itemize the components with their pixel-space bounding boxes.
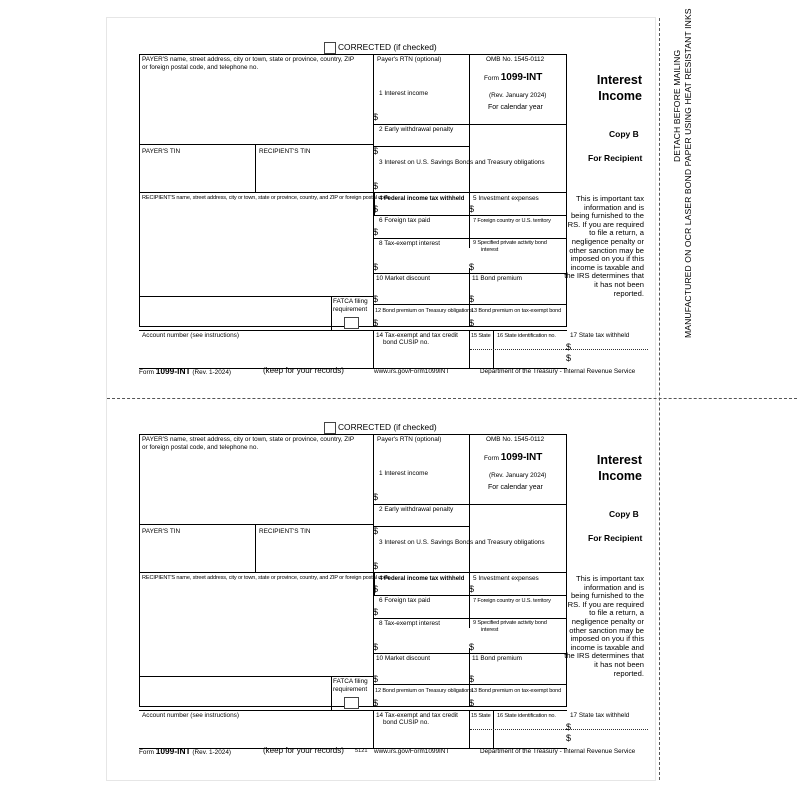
fatca-label-2: requirement [333, 306, 368, 313]
box3-dollar: $ [373, 561, 379, 571]
box16-label: 16 State identification no. [497, 333, 556, 339]
corrected-checkbox[interactable] [324, 422, 336, 434]
box17-dollar-2: $ [566, 353, 572, 363]
box7-label: 7 Foreign country or U.S. territory [473, 218, 551, 224]
box11-label: 11 Bond premium [472, 275, 522, 282]
important-notice: This is important tax information and is being furnished to the IRS. If you are required to file a return, a negligence penalty or other sanction may be imposed on you if this income is taxable and the IRS determines that it has not been reported. [564, 194, 644, 298]
box10-label: 10 Market discount [376, 275, 430, 282]
form-title: Interest Income [596, 73, 642, 103]
box8-dollar: $ [373, 262, 379, 272]
box9-dollar: $ [469, 262, 475, 272]
account-number-label: Account number (see instructions) [142, 332, 239, 339]
important-notice: This is important tax information and is being furnished to the IRS. If you are required to file a return, a negligence penalty or other sanction may be imposed on you if this income is taxable and the IRS determines that it has not been reported. [564, 574, 644, 678]
treasury-department: Department of the Treasury - Internal Revenue Service [480, 368, 636, 375]
treasury-department: Department of the Treasury - Internal Revenue Service [480, 748, 636, 755]
calendar-year-label: For calendar year [488, 104, 543, 111]
box6-dollar: $ [373, 227, 379, 237]
box11-dollar: $ [469, 674, 475, 684]
box14-label-2: bond CUSIP no. [383, 719, 430, 726]
box2-dollar: $ [373, 146, 379, 156]
box6-dollar: $ [373, 607, 379, 617]
copy-b-label: Copy B [609, 509, 639, 519]
box15-label: 15 State [471, 333, 491, 339]
manufacturer-notice: MANUFACTURED ON OCR LASER BOND PAPER USING HEAT RESISTANT INKS [683, 8, 693, 338]
form-copy-bottom [139, 420, 649, 760]
box2-dollar: $ [373, 526, 379, 536]
box12-label: 12 Bond premium on Treasury obligations [375, 688, 473, 694]
payer-tin-label: PAYER'S TIN [142, 528, 181, 535]
form-copy-top [139, 40, 649, 380]
box10-dollar: $ [373, 294, 379, 304]
box17-label: 17 State tax withheld [570, 332, 630, 339]
box10-label: 10 Market discount [376, 655, 430, 662]
irs-website: www.irs.gov/Form1099INT [374, 368, 450, 375]
box4-label: 4 Federal income tax withheld [379, 576, 465, 582]
fatca-label: FATCA filing [333, 678, 368, 685]
form-number: Form 1099-INT [484, 72, 543, 83]
irs-website: www.irs.gov/Form1099INT [374, 748, 450, 755]
box8-label: 8 Tax-exempt interest [379, 620, 440, 627]
fatca-checkbox[interactable] [344, 317, 359, 329]
recipient-name-label: RECIPIENT'S name, street address, city or town, state or province, country, and ZIP or foreign postal code [142, 575, 390, 581]
box2-label: 2 Early withdrawal penalty [379, 126, 454, 133]
box9-dollar: $ [469, 642, 475, 652]
box11-label: 11 Bond premium [472, 655, 522, 662]
box14-label-2: bond CUSIP no. [383, 339, 430, 346]
box9-label: 9 Specified private activity bond [473, 620, 547, 626]
box9-label: 9 Specified private activity bond [473, 240, 547, 246]
box13-label: 13 Bond premium on tax-exempt bond [471, 688, 562, 694]
box12-label: 12 Bond premium on Treasury obligations [375, 308, 473, 314]
box8-label: 8 Tax-exempt interest [379, 240, 440, 247]
box14-label: 14 Tax-exempt and tax credit [376, 332, 458, 339]
box4-label: 4 Federal income tax withheld [379, 196, 465, 202]
box8-dollar: $ [373, 642, 379, 652]
box5-dollar: $ [469, 584, 475, 594]
box12-dollar: $ [373, 698, 379, 708]
box17-dollar-1: $ [566, 342, 572, 352]
box17-label: 17 State tax withheld [570, 712, 630, 719]
recipient-name-label: RECIPIENT'S name, street address, city or town, state or province, country, and ZIP or foreign postal code [142, 195, 390, 201]
keep-records-note: (keep for your records) [263, 366, 344, 375]
detach-notice: DETACH BEFORE MAILING [672, 49, 682, 162]
omb-number: OMB No. 1545-0112 [486, 56, 545, 63]
box1-dollar: $ [373, 492, 379, 502]
box7-label: 7 Foreign country or U.S. territory [473, 598, 551, 604]
payer-tin-label: PAYER'S TIN [142, 148, 181, 155]
payer-name-label-2: or foreign postal code, and telephone no. [142, 444, 259, 451]
footer-form-id: Form 1099-INT (Rev. 1-2024) [139, 366, 232, 376]
box3-label: 3 Interest on U.S. Savings Bonds and Treasury obligations [379, 539, 545, 546]
box13-label: 13 Bond premium on tax-exempt bond [471, 308, 562, 314]
horizontal-perforation-line [107, 398, 797, 399]
box5-dollar: $ [469, 204, 475, 214]
payer-rtn-label: Payer's RTN (optional) [377, 436, 442, 443]
box1-label: 1 Interest income [379, 470, 429, 477]
omb-number: OMB No. 1545-0112 [486, 436, 545, 443]
box16-label: 16 State identification no. [497, 713, 556, 719]
box6-label: 6 Foreign tax paid [379, 597, 431, 604]
payer-rtn-label: Payer's RTN (optional) [377, 56, 442, 63]
box12-dollar: $ [373, 318, 379, 328]
payer-name-label: PAYER'S name, street address, city or town, state or province, country, ZIP [142, 436, 355, 443]
for-recipient-label: For Recipient [588, 533, 643, 543]
box2-label: 2 Early withdrawal penalty [379, 506, 454, 513]
form-code: 5121 [355, 748, 368, 754]
box11-dollar: $ [469, 294, 475, 304]
copy-b-label: Copy B [609, 129, 639, 139]
box3-dollar: $ [373, 181, 379, 191]
corrected-label: CORRECTED (if checked) [338, 42, 437, 52]
box17-dollar-1: $ [566, 722, 572, 732]
box9-label-2: interest [481, 247, 499, 253]
for-recipient-label: For Recipient [588, 153, 643, 163]
corrected-checkbox[interactable] [324, 42, 336, 54]
corrected-label: CORRECTED (if checked) [338, 422, 437, 432]
box14-label: 14 Tax-exempt and tax credit [376, 712, 458, 719]
revision-date: (Rev. January 2024) [489, 92, 547, 99]
fatca-label: FATCA filing [333, 298, 368, 305]
box10-dollar: $ [373, 674, 379, 684]
footer-form-id: Form 1099-INT (Rev. 1-2024) [139, 746, 232, 756]
recipient-tin-label: RECIPIENT'S TIN [259, 528, 311, 535]
revision-date: (Rev. January 2024) [489, 472, 547, 479]
box4-dollar: $ [373, 584, 379, 594]
rule [139, 54, 567, 55]
box1-label: 1 Interest income [379, 90, 429, 97]
box15-label: 15 State [471, 713, 491, 719]
box5-label: 5 Investment expenses [473, 575, 539, 582]
box9-label-2: interest [481, 627, 499, 633]
box1-dollar: $ [373, 112, 379, 122]
box6-label: 6 Foreign tax paid [379, 217, 431, 224]
account-number-label: Account number (see instructions) [142, 712, 239, 719]
keep-records-note: (keep for your records) [263, 746, 344, 755]
vertical-perforation-line [659, 18, 660, 780]
box5-label: 5 Investment expenses [473, 195, 539, 202]
form-title: Interest Income [596, 453, 642, 483]
box13-dollar: $ [469, 318, 475, 328]
payer-name-label-2: or foreign postal code, and telephone no. [142, 64, 259, 71]
box4-dollar: $ [373, 204, 379, 214]
box13-dollar: $ [469, 698, 475, 708]
calendar-year-label: For calendar year [488, 484, 543, 491]
payer-name-label: PAYER'S name, street address, city or town, state or province, country, ZIP [142, 56, 355, 63]
fatca-label-2: requirement [333, 686, 368, 693]
fatca-checkbox[interactable] [344, 697, 359, 709]
recipient-tin-label: RECIPIENT'S TIN [259, 148, 311, 155]
form-number: Form 1099-INT [484, 452, 543, 463]
box3-label: 3 Interest on U.S. Savings Bonds and Treasury obligations [379, 159, 545, 166]
box17-dollar-2: $ [566, 733, 572, 743]
